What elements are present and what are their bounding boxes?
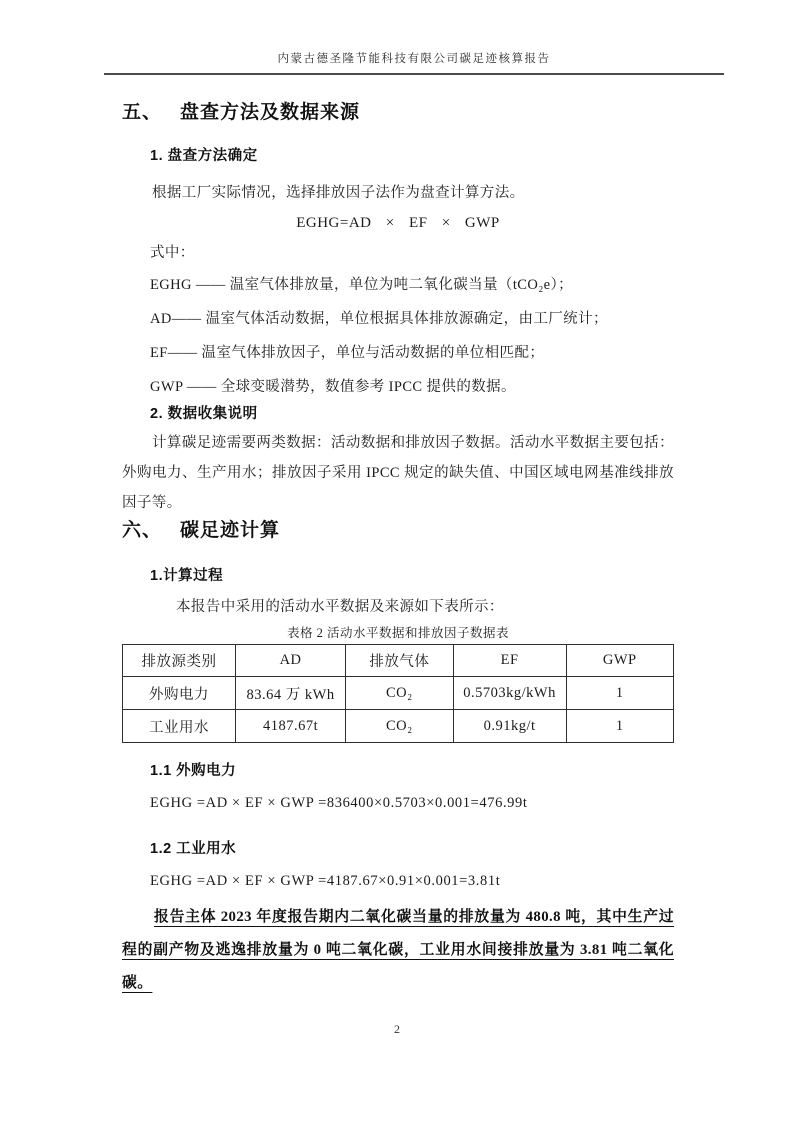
formula-water: EGHG =AD × EF × GWP =4187.67×0.91×0.001=3.81t: [150, 873, 501, 889]
running-header-title: 内蒙古德圣隆节能科技有限公司碳足迹核算报告: [277, 53, 551, 65]
section-5-heading: [122, 100, 674, 126]
definition-eghg: EGHG —— 温室气体排放量，单位为吨二氧化碳当量（tCO₂e）；: [150, 277, 574, 293]
cell-gwp: 1: [566, 677, 673, 710]
cell-gas: CO₂: [346, 677, 453, 710]
cell-ad: 83.64 万 kWh: [235, 677, 345, 710]
definition-ef: EF—— 温室气体排放因子，单位与活动数据的单位相匹配；: [150, 345, 545, 361]
column-header-ad: AD: [235, 645, 345, 677]
formula-definitions: [122, 268, 674, 404]
page-footer: [0, 1022, 794, 1037]
heading-data-collection: 2. 数据收集说明: [150, 406, 258, 422]
formula-where-label: 式中：: [150, 245, 195, 261]
definition-gwp: GWP —— 全球变暖潜势，数值参考 IPCC 提供的数据。: [150, 379, 516, 395]
table-header-row: [123, 645, 674, 677]
section-5-title: 盘查方法及数据来源: [180, 102, 361, 123]
cell-source: 工业用水: [123, 710, 236, 743]
page-number: 2: [394, 1022, 400, 1036]
heading-method-determination: 1. 盘查方法确定: [150, 148, 258, 164]
formula-electricity: EGHG =AD × EF × GWP =836400×0.5703×0.001=476.99t: [150, 795, 528, 811]
paragraph-method: 根据工厂实际情况，选择排放因子法作为盘查计算方法。: [152, 185, 525, 201]
section-6-title: 碳足迹计算: [180, 520, 281, 541]
definition-ad: AD—— 温室气体活动数据，单位根据具体排放源确定，由工厂统计；: [150, 311, 608, 327]
paragraph-table-intro: 本报告中采用的活动水平数据及来源如下表所示：: [176, 599, 504, 615]
conclusion-paragraph: 报告主体 2023 年度报告期内二氧化碳当量的排放量为 480.8 吨，其中生产过程的副产物及逃逸排放量为 0 吨二氧化碳，工业用水间接排放量为 3.81 吨二氧化碳。: [122, 909, 674, 991]
heading-calculation-process: 1.计算过程: [150, 568, 224, 584]
table-row-water: [123, 710, 674, 743]
cell-gwp: 1: [566, 710, 673, 743]
table-row-electricity: [123, 677, 674, 710]
cell-ef: 0.5703kg/kWh: [453, 677, 566, 710]
section-6-number: 六、: [122, 520, 163, 541]
table-caption: 表格 2 活动水平数据和排放因子数据表: [286, 626, 509, 640]
cell-source: 外购电力: [123, 677, 236, 710]
formula-main: EGHG=AD × EF × GWP: [296, 215, 500, 231]
activity-data-table: [122, 644, 674, 743]
column-header-ef: EF: [453, 645, 566, 677]
section-6-heading: [122, 518, 674, 544]
cell-ef: 0.91kg/t: [453, 710, 566, 743]
section-5-number: 五、: [122, 102, 163, 123]
cell-ad: 4187.67t: [235, 710, 345, 743]
column-header-source: 排放源类别: [123, 645, 236, 677]
cell-gas: CO₂: [346, 710, 453, 743]
heading-electricity-calc: 1.1 外购电力: [150, 763, 237, 779]
column-header-gwp: GWP: [566, 645, 673, 677]
document-body: [122, 0, 674, 1000]
column-header-gas: 排放气体: [346, 645, 453, 677]
heading-water-calc: 1.2 工业用水: [150, 841, 237, 857]
paragraph-data-collection: 计算碳足迹需要两类数据：活动数据和排放因子数据。活动水平数据主要包括：外购电力、生产用水；排放因子采用 IPCC 规定的缺失值、中国区域电网基准线排放因子等。: [122, 435, 674, 511]
